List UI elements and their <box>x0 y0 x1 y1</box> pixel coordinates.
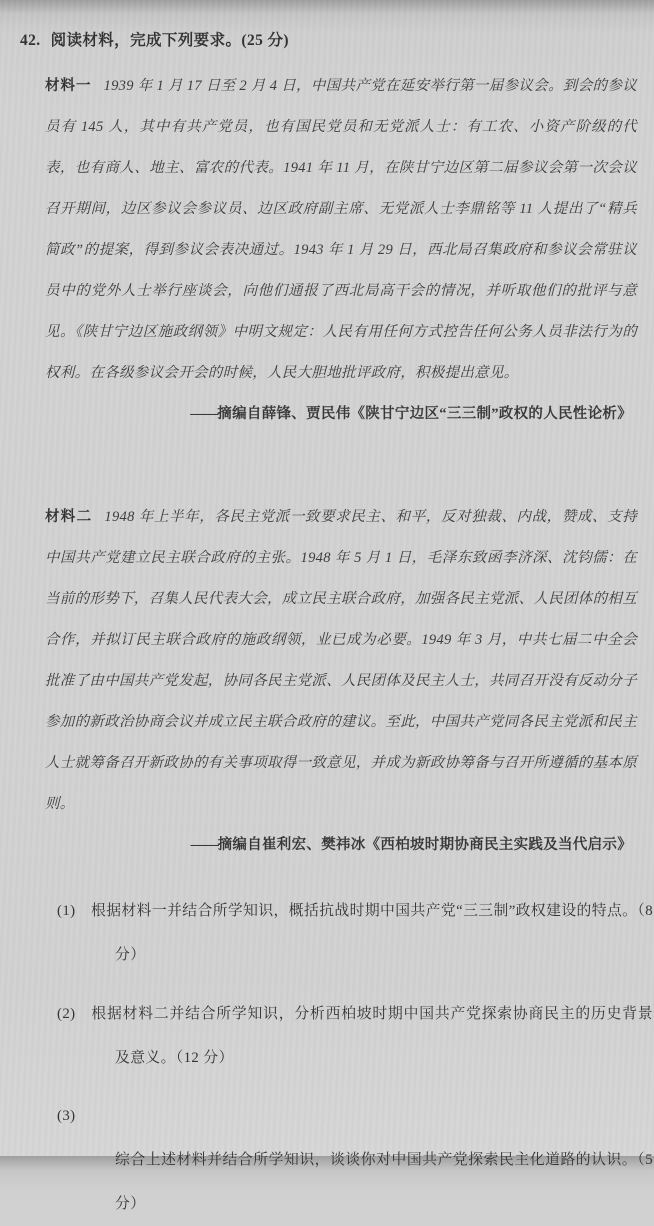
material-one-label: 材料一 <box>45 78 92 94</box>
material-two-paragraph <box>45 497 637 825</box>
material-one-text: 1939 年 1 月 17 日至 2 月 4 日，中国共产党在延安举行第一届参议会。到会的参议员有 145 人，其中有共产党员，也有国民党员和无党派人士：有工农、小资产阶级的代表，也有商人、地主、富农的代表。1941 年 11 月，在陕甘宁边区第二届参议会第一次会议召开期间，边区参议会参议员、边区政府副主席、无党派人士李鼎铭等 11 人提出了“精兵简政”的提案，得到参议会表决通过。1943 年 1 月 29 日，西北局召集政府和参议会常驻议员中的党外人士举行座谈会，向他们通报了西北局高干会的情况，并听取他们的批评与意见。《陕甘宁边区施政纲领》中明文规定：人民有用任何方式控告任何公务人员非法行为的权利。在各级参议会开会的时候，人民大胆地批评政府，积极提出意见。 <box>45 78 637 381</box>
subquestion-3-text: 综合上述材料并结合所学知识，谈谈你对中国共产党探索民主化道路的认识。（5 分） <box>115 1152 653 1213</box>
subquestion-1-text: 根据材料一并结合所学知识，概括抗战时期中国共产党“三三制”政权建设的特点。（8 分） <box>91 902 653 963</box>
subquestion-2 <box>57 992 653 1080</box>
material-two-label: 材料二 <box>45 509 93 525</box>
section-gap <box>20 866 636 874</box>
material-one-source-dash: —— <box>190 406 218 422</box>
material-one-source-text: 摘编自薛锋、贾民伟《陕甘宁边区“三三制”政权的人民性论析》 <box>217 406 632 422</box>
section-gap <box>20 435 636 497</box>
question-intro: 阅读材料，完成下列要求。(25 分) <box>50 32 289 49</box>
question-number: 42. <box>20 32 41 49</box>
material-two-source <box>45 825 632 866</box>
material-two-text: 1948 年上半年，各民主党派一致要求民主、和平，反对独裁、内战，赞成、支持中国共产党建立民主联合政府的主张。1948 年 5 月 1 日，毛泽东致函李济深、沈钧儒：在当前的形势下，召集人民代表大会，成立民主联合政府，加强各民主党派、人民团体的相互合作，并拟订民主联合政府的施政纲领，业已成为必要。1949 年 3 月，中共七届二中全会批准了由中国共产党发起，协同各民主党派、人民团体及民主人士，共同召开没有反动分子参加的新政治协商会议并成立民主联合政府的建议。至此，中国共产党同各民主党派和民主人士就筹备召开新政协的有关事项取得一致意见，并成为新政协筹备与召开所遵循的基本原则。 <box>45 509 637 812</box>
subquestion-2-number: (2) <box>57 1005 76 1022</box>
material-two-source-text: 摘编自崔利宏、樊祎冰《西柏坡时期协商民主实践及当代启示》 <box>217 837 632 853</box>
material-one-paragraph <box>45 66 637 394</box>
subquestion-3 <box>57 1094 653 1226</box>
subquestion-1-number: (1) <box>57 902 76 919</box>
material-one-source <box>45 394 632 435</box>
subquestion-2-text: 根据材料二并结合所学知识，分析西柏坡时期中国共产党探索协商民主的历史背景及意义。（12 分） <box>91 1005 653 1066</box>
subquestion-3-number: (3) <box>57 1108 76 1125</box>
material-two-source-dash: —— <box>190 837 218 853</box>
question-header <box>20 28 636 50</box>
subquestion-1 <box>57 889 653 977</box>
